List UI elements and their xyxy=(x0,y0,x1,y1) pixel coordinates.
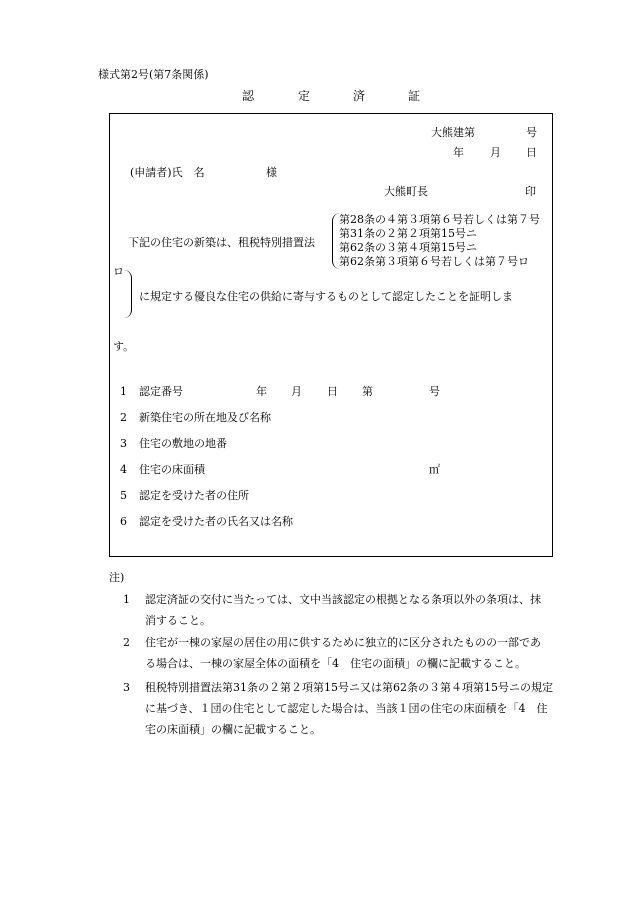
intro-text: 下記の住宅の新築は、租税特別措置法 xyxy=(128,236,315,249)
note-number: 3 xyxy=(123,681,130,694)
closing-brace xyxy=(124,270,132,318)
issuer-title: 大熊町長 xyxy=(384,185,428,198)
item-label: 認定を受けた者の住所 xyxy=(139,489,249,502)
item-ordinal-prefix: 第 xyxy=(362,385,373,398)
item-day: 日 xyxy=(327,385,338,398)
clause-item: 第28条の４第３項第６号若しくは第７号 xyxy=(339,213,540,226)
item-year: 年 xyxy=(256,385,267,398)
title-char: 証 xyxy=(408,89,421,103)
item-label: 新築住宅の所在地及び名称 xyxy=(139,411,271,424)
clause-item: 第62条第３項第６号若しくは第７号ロ xyxy=(339,255,529,268)
note-line: 消すること。 xyxy=(145,614,211,627)
item-month: 月 xyxy=(291,385,302,398)
certify-text-end: す。 xyxy=(113,340,135,353)
ref-number-label: 大熊建第 xyxy=(431,126,475,139)
note-line: に基づき、１団の住宅として認定した場合は、当該１団の住宅の床面積を「4 住 xyxy=(145,702,548,715)
title-char: 定 xyxy=(298,89,311,103)
title-char: 済 xyxy=(353,89,366,103)
applicant-honorific: 様 xyxy=(266,166,277,179)
note-number: 1 xyxy=(123,593,130,606)
item-number: 4 xyxy=(120,463,127,476)
date-year: 年 xyxy=(453,146,464,159)
item-label: 認定を受けた者の氏名又は名称 xyxy=(139,515,293,528)
note-line: 宅の床面積」の欄に記載すること。 xyxy=(145,723,321,736)
item-number: 3 xyxy=(120,437,127,450)
note-number: 2 xyxy=(123,636,130,649)
item-number: 1 xyxy=(120,385,127,398)
item-label: 認定番号 xyxy=(139,385,183,398)
item-unit: ㎡ xyxy=(429,463,440,476)
item-label: 住宅の敷地の地番 xyxy=(139,437,227,450)
certify-text: に規定する優良な住宅の供給に寄与するものとして認定したことを証明しま xyxy=(139,290,513,303)
item-label: 住宅の床面積 xyxy=(139,463,205,476)
note-line: 認定済証の交付に当たっては、文中当該認定の根拠となる条項以外の条項は、抹 xyxy=(145,593,541,606)
note-line: 租税特別措置法第31条の２第２項第15号ニ又は第62条の３第４項第15号ニの規定 xyxy=(145,681,553,694)
issuer-seal: 印 xyxy=(525,185,536,198)
item-number: 2 xyxy=(120,411,127,424)
date-day: 日 xyxy=(526,146,537,159)
item-ordinal-suffix: 号 xyxy=(429,385,440,398)
clause-item: 第62条の３第４項第15号ニ xyxy=(339,241,477,254)
ref-number-suffix: 号 xyxy=(526,126,537,139)
notes-heading: 注) xyxy=(109,571,125,584)
clause-item: 第31条の２第２項第15号ニ xyxy=(339,227,477,240)
date-month: 月 xyxy=(490,146,501,159)
note-line: 住宅が一棟の家屋の居住の用に供するために独立的に区分されたものの一部であ xyxy=(145,636,541,649)
note-line: る場合は、一棟の家屋全体の面積を「4 住宅の面積」の欄に記載すること。 xyxy=(145,657,526,670)
title-char: 認 xyxy=(242,89,255,103)
applicant-name-label: (申請者)氏 名 xyxy=(130,166,205,179)
item-number: 6 xyxy=(120,515,127,528)
item-number: 5 xyxy=(120,489,127,502)
clause-continuation: ロ xyxy=(113,265,124,278)
form-number: 様式第2号(第7条関係) xyxy=(98,68,209,81)
